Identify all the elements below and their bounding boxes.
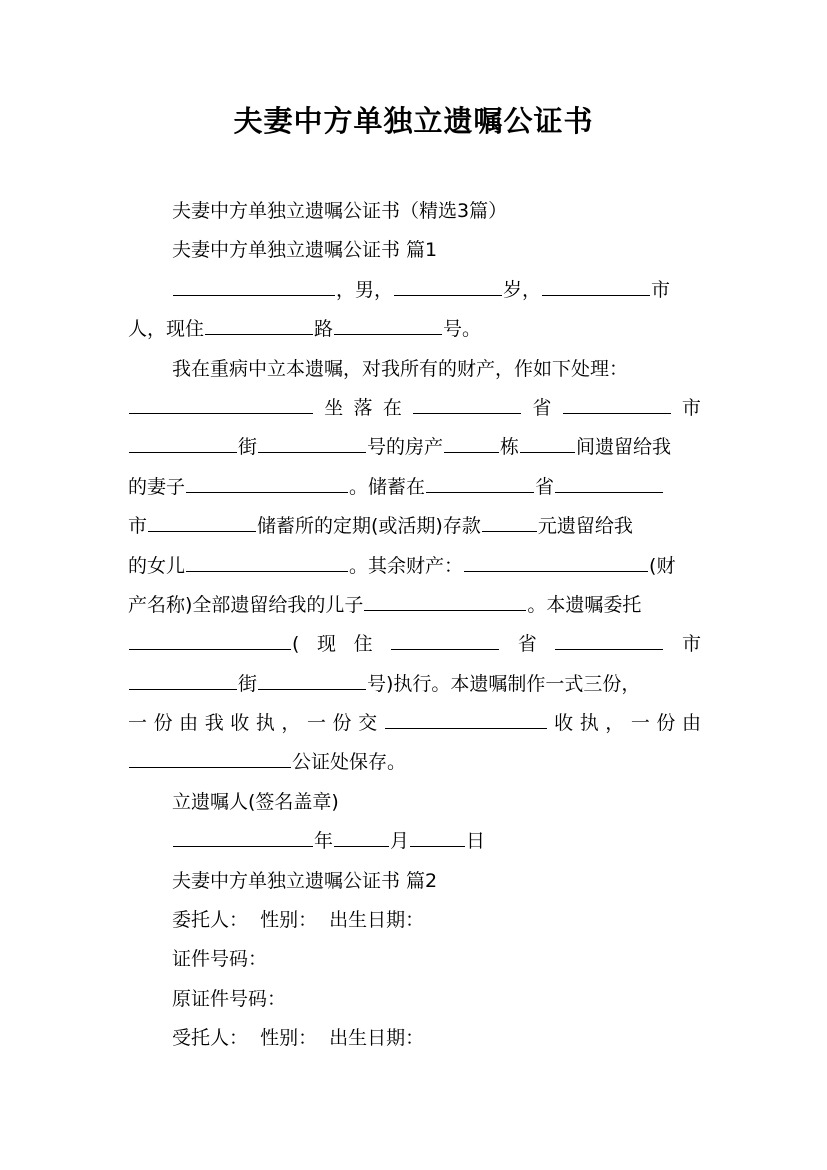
house-blank	[129, 395, 313, 414]
notary-blank	[129, 749, 291, 768]
execute-text: 号)执行。本遗嘱制作一式三份，	[367, 672, 641, 695]
copies-char: 一	[630, 712, 650, 735]
wife-text: 的妻子	[128, 475, 186, 498]
city-blank	[542, 277, 650, 296]
age-blank	[394, 277, 502, 296]
document-body	[128, 192, 701, 1059]
street-line	[128, 428, 701, 467]
agent-line: 受托人： 性别： 出生日期：	[172, 1027, 425, 1050]
street-blank	[129, 434, 237, 453]
savings-office-blank	[148, 513, 256, 532]
testator-info-line	[128, 271, 701, 310]
road-number-blank	[334, 316, 442, 335]
copies-char: 份	[656, 712, 676, 735]
executor-city-blank	[555, 631, 663, 650]
date-line	[128, 822, 701, 861]
son-line	[128, 586, 701, 625]
province-blank	[413, 395, 521, 414]
amount-blank	[482, 513, 537, 532]
will-intro-line: 我在重病中立本遗嘱，对我所有的财产，作如下处理：	[172, 357, 629, 380]
other-property-text: 。其余财产：	[349, 554, 464, 577]
city-text: 市	[128, 515, 148, 538]
house-text: 号的房产	[367, 436, 444, 459]
copies-char: 份	[153, 712, 173, 735]
paren-char: (	[292, 633, 300, 656]
copies-char: 我	[204, 712, 224, 735]
notary-line	[128, 743, 701, 782]
wife-blank	[186, 474, 348, 493]
other-property-blank	[464, 552, 648, 571]
executor-name-group	[128, 625, 299, 664]
road-text: 路	[314, 318, 334, 341]
copies-char: 由	[179, 712, 199, 735]
intro-line: 夫妻中方单独立遗嘱公证书（精选3篇）	[172, 200, 508, 222]
copies-char: 一	[128, 712, 148, 735]
id-number-line: 证件号码：	[172, 948, 268, 971]
street-text: 街	[238, 436, 258, 459]
month-text: 月	[390, 830, 410, 853]
yuan-text: 元遗留给我	[537, 515, 633, 538]
day-blank	[410, 828, 465, 847]
city-text: 市	[651, 278, 671, 301]
daughter-line	[128, 547, 701, 586]
signature-line: 立遗嘱人(签名盖章)	[172, 790, 339, 813]
located-char: 坐	[324, 396, 344, 419]
building-blank	[444, 434, 499, 453]
province-text: 省	[535, 475, 555, 498]
age-text: 岁，	[503, 278, 542, 301]
residence-line	[128, 310, 701, 349]
savings-city-blank	[555, 474, 663, 493]
day-text: 日	[466, 830, 486, 853]
executor-street-blank	[129, 671, 237, 690]
wife-line	[128, 468, 701, 507]
province-char: 省	[517, 633, 537, 656]
entrust-text: 。本遗嘱委托	[527, 593, 642, 616]
rooms-text: 间遗留给我	[576, 436, 672, 459]
name-blank	[173, 277, 335, 296]
principal-line: 委托人： 性别： 出生日期：	[172, 909, 425, 932]
section2-heading: 夫妻中方单独立遗嘱公证书 篇2	[172, 869, 438, 892]
month-blank	[334, 828, 389, 847]
gender-text: ，男，	[336, 278, 394, 301]
located-char: 在	[382, 396, 402, 419]
located-char: 落	[353, 396, 373, 419]
daughter-text: 的女儿	[128, 554, 186, 577]
house-number-blank	[258, 434, 366, 453]
execute-line	[128, 665, 701, 704]
savings-in-text: 。储蓄在	[349, 475, 426, 498]
building-text: 栋	[500, 436, 520, 459]
residence-text: 人，现住	[128, 318, 205, 341]
son-blank	[364, 592, 526, 611]
copies-char: 一	[306, 712, 326, 735]
copies-char: 执	[255, 712, 275, 735]
section1-heading: 夫妻中方单独立遗嘱公证书 篇1	[172, 239, 438, 262]
live-char: 住	[353, 633, 373, 656]
savings-line	[128, 507, 701, 546]
original-id-line: 原证件号码：	[172, 987, 287, 1010]
year-blank	[173, 828, 313, 847]
city-blank	[563, 395, 671, 414]
property-name-text: 产名称)全部遗留给我的儿子	[128, 593, 364, 616]
city-char: 市	[681, 633, 701, 656]
copies-char: 收	[230, 712, 250, 735]
copies-char: 份	[332, 712, 352, 735]
copies-char: 交	[358, 712, 378, 735]
rooms-blank	[520, 434, 575, 453]
live-char: 现	[317, 633, 337, 656]
executor-line	[128, 625, 701, 664]
savings-province-blank	[426, 474, 534, 493]
copies-char: ，	[605, 712, 625, 735]
copies-line	[128, 704, 701, 743]
savings-office-text: 储蓄所的定期(或活期)存款	[257, 515, 481, 538]
copies-char: 由	[681, 712, 701, 735]
notary-text: 公证处保存。	[292, 751, 407, 774]
copies-char: ，	[281, 712, 301, 735]
street-text: 街	[238, 672, 258, 695]
property-open-text: (财	[649, 554, 676, 577]
executor-number-blank	[258, 671, 366, 690]
residence-blank	[205, 316, 313, 335]
executor-blank	[129, 631, 291, 650]
number-text: 号。	[443, 318, 482, 341]
executor-province-blank	[391, 631, 499, 650]
daughter-blank	[186, 552, 348, 571]
copies-char: 收	[554, 712, 574, 735]
copies-char: 执	[579, 712, 599, 735]
city-char: 市	[681, 396, 701, 419]
year-text: 年	[314, 830, 334, 853]
province-char: 省	[532, 396, 552, 419]
document-title: 夫妻中方单独立遗嘱公证书	[233, 104, 594, 138]
recipient-blank	[385, 710, 547, 729]
located-line	[128, 389, 701, 428]
